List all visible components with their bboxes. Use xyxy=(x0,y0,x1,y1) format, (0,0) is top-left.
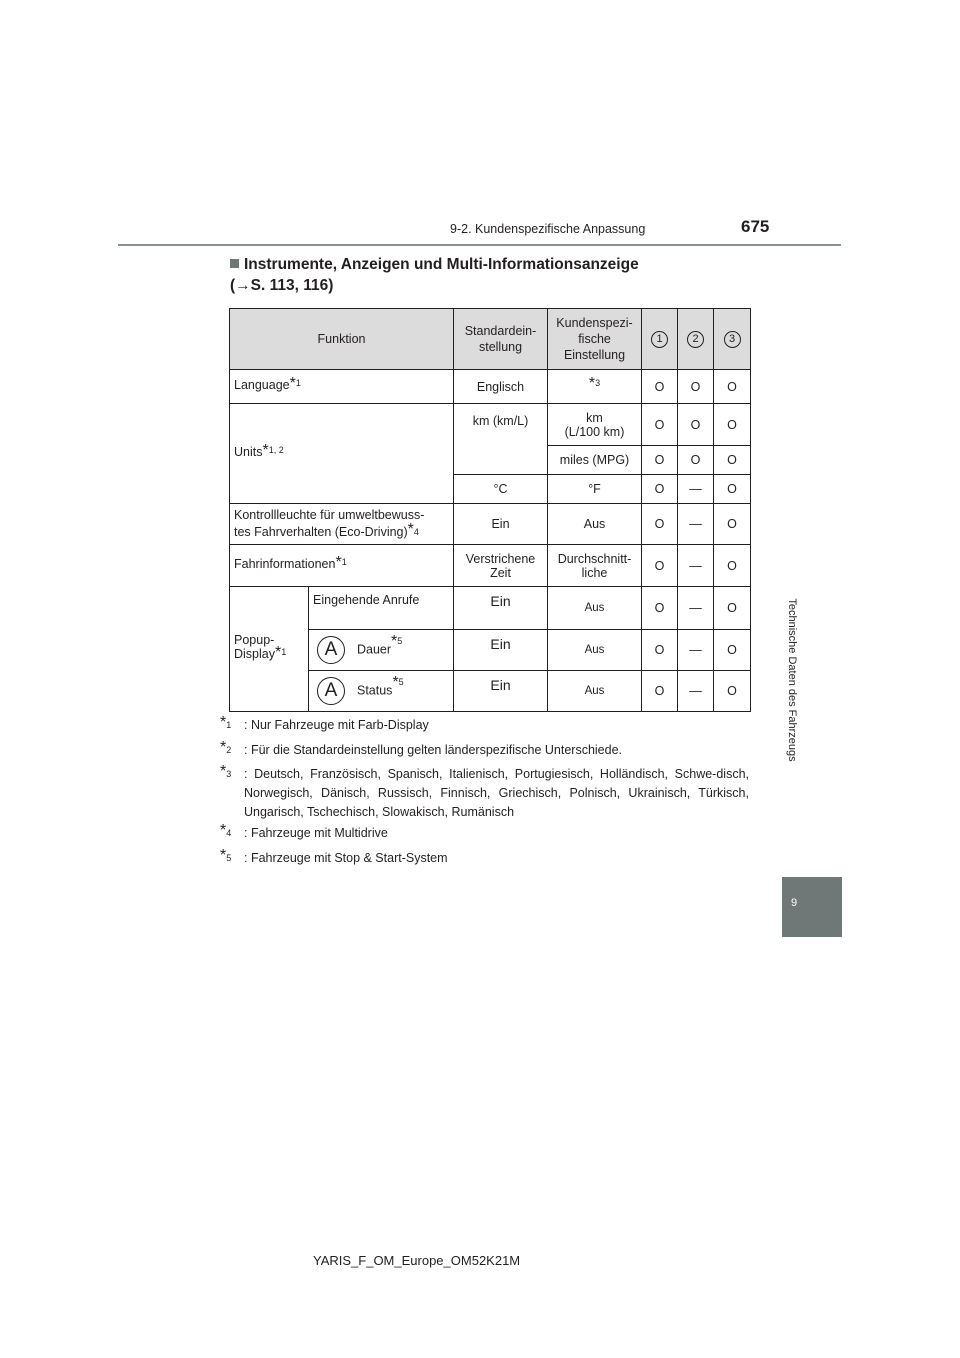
cell-c2: — xyxy=(678,587,714,630)
cell-c3: O xyxy=(714,587,751,630)
cell-c3: O xyxy=(714,370,751,404)
cell-custom: Aus xyxy=(548,630,642,671)
sub-label-status: A Status$^{*5}$ xyxy=(309,671,454,712)
section-title xyxy=(230,256,639,274)
footnote-3: $^{*3}$ : Deutsch, Französisch, Spanisch, Italienisch, Portugiesisch, Holländisch, Schwe-disch, Norwegisch, Dänisch, Russisch, Finnisch, Griechisch, Polnisch, Ukrainisch, Türkisch, Ungarisch, Tschechisch, Slowakisch, Rumänisch xyxy=(220,763,749,819)
section-title-text: Instrumente, Anzeigen und Multi-Informationsanzeige xyxy=(244,256,639,273)
settings-table xyxy=(229,308,751,712)
cell-c2: — xyxy=(678,475,714,504)
cell-c2: — xyxy=(678,630,714,671)
table-header-row xyxy=(230,309,751,370)
header-funktion: Funktion xyxy=(230,309,454,370)
header-section-title: 9-2. Kundenspezifische Anpassung xyxy=(450,222,646,236)
footnote-2: $^{*2}$ : Für die Standardeinstellung gelten länderspezifische Unterschiede. xyxy=(220,739,623,757)
cell-standard: Ein xyxy=(454,630,548,671)
cell-c2: O xyxy=(678,404,714,446)
side-chapter-tab xyxy=(782,877,842,937)
cell-custom: Aus xyxy=(548,671,642,712)
cell-standard: Ein xyxy=(454,587,548,630)
cell-c2: O xyxy=(678,446,714,475)
header-custom: Kundenspezi- fische Einstellung xyxy=(548,309,642,370)
cell-c1: O xyxy=(642,671,678,712)
table-row xyxy=(230,504,751,545)
cell-c1: O xyxy=(642,475,678,504)
cell-standard: Ein xyxy=(454,504,548,545)
cell-c2: O xyxy=(678,370,714,404)
cell-custom: km (L/100 km) xyxy=(548,404,642,446)
cell-standard: °C xyxy=(454,475,548,504)
cell-custom: °F xyxy=(548,475,642,504)
cell-c1: O xyxy=(642,370,678,404)
table-row xyxy=(230,404,751,446)
cell-c3: O xyxy=(714,630,751,671)
auto-stop-icon: A xyxy=(317,677,345,705)
side-chapter-label xyxy=(785,560,799,800)
auto-stop-icon: A xyxy=(317,636,345,664)
cell-c3: O xyxy=(714,671,751,712)
cell-custom: *3 xyxy=(548,370,642,404)
cell-c3: O xyxy=(714,404,751,446)
side-chapter-number: 9 xyxy=(791,897,798,909)
cell-c1: O xyxy=(642,587,678,630)
cell-c1: O xyxy=(642,404,678,446)
cell-custom: Aus xyxy=(548,587,642,630)
row-label-language: Language$^{*1}$ xyxy=(230,370,454,404)
table-row xyxy=(230,671,751,712)
row-label-popup: Popup- Display$^{*1}$ xyxy=(230,587,309,712)
cell-c2: — xyxy=(678,671,714,712)
table-row xyxy=(230,630,751,671)
cell-standard: Verstrichene Zeit xyxy=(454,545,548,587)
header-col-1 xyxy=(642,309,678,370)
footnote-4: $^{*4}$ : Fahrzeuge mit Multidrive xyxy=(220,822,388,840)
cell-custom: miles (MPG) xyxy=(548,446,642,475)
page-number: 675 xyxy=(741,217,770,236)
cell-c3: O xyxy=(714,504,751,545)
cell-c1: O xyxy=(642,446,678,475)
cell-standard: km (km/L) xyxy=(454,404,548,475)
footnote-1: $^{*1}$ : Nur Fahrzeuge mit Farb-Display xyxy=(220,714,429,732)
cell-standard: Ein xyxy=(454,671,548,712)
row-label-eco: Kontrollleuchte für umweltbewuss- tes Fahrverhalten (Eco-Driving)$^{*4}$ xyxy=(230,504,454,545)
cell-c1: O xyxy=(642,630,678,671)
table-row xyxy=(230,545,751,587)
header-standard: Standardein- stellung xyxy=(454,309,548,370)
circled-3-icon: 3 xyxy=(724,331,741,348)
section-bullet-icon xyxy=(230,259,239,268)
table-row xyxy=(230,587,751,630)
cell-c1: O xyxy=(642,545,678,587)
cell-c1: O xyxy=(642,504,678,545)
cell-c3: O xyxy=(714,446,751,475)
row-label-fahrinfo: Fahrinformationen$^{*1}$ xyxy=(230,545,454,587)
header-divider xyxy=(118,244,841,246)
footnote-5: $^{*5}$ : Fahrzeuge mit Stop & Start-System xyxy=(220,847,448,865)
cell-custom: Durchschnitt- liche xyxy=(548,545,642,587)
cell-c2: — xyxy=(678,545,714,587)
circled-2-icon: 2 xyxy=(687,331,704,348)
circled-1-icon: 1 xyxy=(651,331,668,348)
header-col-3 xyxy=(714,309,751,370)
footer-doc-id: YARIS_F_OM_Europe_OM52K21M xyxy=(313,1253,521,1268)
sub-label-anrufe: Eingehende Anrufe xyxy=(309,587,454,630)
cell-c2: — xyxy=(678,504,714,545)
cell-standard: Englisch xyxy=(454,370,548,404)
table-row xyxy=(230,370,751,404)
sub-label-dauer: A Dauer$^{*5}$ xyxy=(309,630,454,671)
section-reference: (→S. 113, 116) xyxy=(230,277,334,294)
row-label-units: Units$^{*1, 2}$ xyxy=(230,404,454,504)
header-col-2 xyxy=(678,309,714,370)
cell-c3: O xyxy=(714,475,751,504)
cell-custom: Aus xyxy=(548,504,642,545)
cell-c3: O xyxy=(714,545,751,587)
side-chapter-label-text: Technische Daten des Fahrzeugs xyxy=(786,598,798,762)
